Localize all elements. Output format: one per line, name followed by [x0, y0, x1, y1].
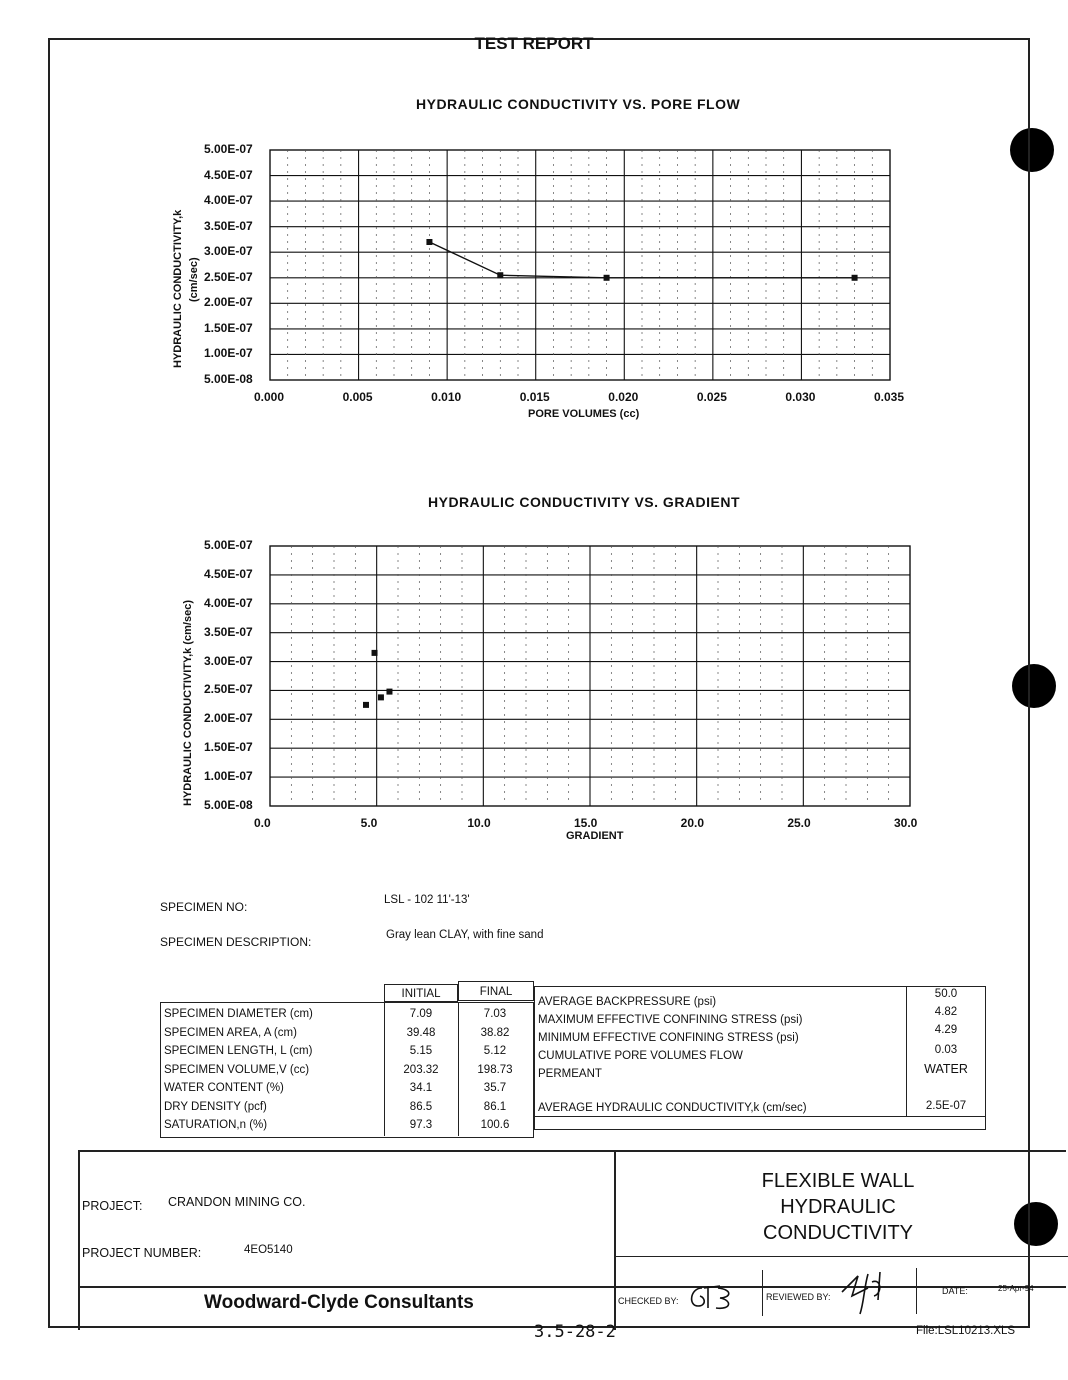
- props-row-label: SPECIMEN VOLUME,V (cc): [164, 1063, 310, 1076]
- chart1-ytick: 1.50E-07: [204, 320, 253, 335]
- props-divider-bottom: [534, 1116, 986, 1117]
- specimen-no-label: SPECIMEN NO:: [160, 900, 248, 914]
- col-initial-label: INITIAL: [401, 988, 441, 1000]
- chart2-ytick: 1.50E-07: [204, 740, 253, 755]
- date-value: 25-Apr-94: [998, 1284, 1034, 1293]
- props-row-final: 35.7: [483, 1082, 507, 1094]
- chart1-ytick: 3.50E-07: [204, 218, 253, 233]
- chart1-ylabel: HYDRAULIC CONDUCTIVITY,k: [172, 209, 184, 368]
- props-right-value: 0.03: [934, 1044, 958, 1056]
- reviewed-by-signature: [838, 1268, 898, 1318]
- props-row-initial: 86.5: [409, 1100, 433, 1113]
- props-row-label: SATURATION,n (%): [164, 1119, 268, 1131]
- chart2-ytick: 3.00E-07: [204, 653, 253, 668]
- chart2-title: HYDRAULIC CONDUCTIVITY VS. GRADIENT: [428, 494, 741, 510]
- chart1-ytick: 4.00E-07: [204, 193, 253, 208]
- props-row-initial: 34.1: [409, 1082, 433, 1094]
- chart1-point: [852, 275, 858, 281]
- chart1-ytick: 2.50E-07: [204, 269, 253, 284]
- col-final-label: FINAL: [479, 986, 513, 998]
- report-title-line3: CONDUCTIVITY: [763, 1222, 913, 1244]
- chart1-xtick: 0.030: [785, 390, 816, 404]
- chart1-border: [270, 150, 890, 380]
- footer-mid-rule: [78, 1286, 1066, 1288]
- chart2-plot: [270, 546, 910, 806]
- chart2-xtick: 10.0: [467, 816, 491, 830]
- props-right-label: MINIMUM EFFECTIVE CONFINING STRESS (psi): [538, 1032, 799, 1044]
- props-row-initial: 7.09: [409, 1008, 433, 1020]
- props-row-label: SPECIMEN LENGTH, L (cm): [164, 1045, 313, 1057]
- props-row-final: 198.73: [477, 1063, 513, 1076]
- specimen-desc-label: SPECIMEN DESCRIPTION:: [160, 935, 312, 949]
- footer-center-divider: [614, 1150, 616, 1330]
- report-title-line2: HYDRAULIC: [780, 1196, 896, 1218]
- chart1-ytick: 4.50E-07: [204, 167, 253, 182]
- chart1-xtick: 0.020: [608, 390, 639, 404]
- props-right-value: WATER: [924, 1062, 968, 1076]
- reviewed-by-label: REVIEWED BY:: [766, 1292, 831, 1302]
- chart2-ylabel: HYDRAULIC CONDUCTIVITY,k (cm/sec): [182, 600, 194, 806]
- checked-by-label: CHECKED BY:: [618, 1296, 679, 1306]
- props-row-label: WATER CONTENT (%): [164, 1082, 284, 1094]
- chart2-xtick: 30.0: [894, 816, 918, 830]
- footer-left-border: [78, 1150, 80, 1330]
- report-title-line1: FLEXIBLE WALL: [761, 1170, 915, 1192]
- specimen-desc-value: Gray lean CLAY, with fine sand: [386, 929, 544, 941]
- chart1-ytick: 3.00E-07: [204, 244, 253, 259]
- chart1-ytick: 5.00E-08: [204, 372, 253, 386]
- chart2-ytick: 4.50E-07: [204, 566, 253, 581]
- chart2-ytick: 3.50E-07: [204, 624, 253, 639]
- chart1-xlabel: PORE VOLUMES (cc): [528, 408, 640, 420]
- footer-right-rule: [614, 1256, 1068, 1257]
- chart1-point: [497, 272, 503, 278]
- props-row-initial: 97.3: [409, 1119, 433, 1131]
- date-label: DATE:: [942, 1286, 968, 1296]
- chart1-ytick: 1.00E-07: [204, 346, 253, 361]
- chart2-xtick: 25.0: [787, 816, 811, 830]
- report-title: [730, 1168, 946, 1246]
- chart1-point: [426, 239, 432, 245]
- props-right-label: AVERAGE BACKPRESSURE (psi): [538, 996, 717, 1008]
- specimen-no-value: LSL - 102 11'-13': [384, 894, 470, 906]
- props-row-label: SPECIMEN AREA, A (cm): [164, 1026, 297, 1039]
- props-row-label: SPECIMEN DIAMETER (cm): [164, 1008, 313, 1020]
- chart2-point: [363, 702, 369, 708]
- chart1-xtick: 0.010: [431, 390, 462, 404]
- chart1-plot: [270, 150, 890, 380]
- props-right-label: PERMEANT: [538, 1068, 602, 1080]
- chart1-ytick: 5.00E-07: [204, 142, 253, 156]
- chart2-xlabel: GRADIENT: [566, 830, 624, 842]
- props-right-value: 50.0: [934, 988, 958, 1000]
- footer-sig-divider-2: [916, 1268, 917, 1314]
- page-title: TEST REPORT: [474, 34, 594, 53]
- chart1-series-line: [429, 242, 854, 278]
- project-number-value: 4EO5140: [244, 1244, 293, 1256]
- chart1-xtick: 0.005: [342, 390, 373, 404]
- chart1-xtick: 0.025: [696, 390, 727, 404]
- chart2-ytick: 2.00E-07: [204, 711, 253, 726]
- props-row-initial: 5.15: [409, 1045, 433, 1057]
- chart2-point: [378, 694, 384, 700]
- page-number: 3.5-28-2: [534, 1322, 616, 1342]
- col-header-final: [458, 981, 534, 1001]
- props-row-initial: 203.32: [403, 1063, 439, 1076]
- props-row-label: DRY DENSITY (pcf): [164, 1100, 267, 1113]
- chart2-ytick: 2.50E-07: [204, 682, 253, 697]
- chart2-ytick: 1.00E-07: [204, 769, 253, 784]
- chart2-point: [372, 650, 378, 656]
- props-row-final: 5.12: [483, 1045, 507, 1057]
- chart2-xtick: 15.0: [574, 816, 598, 830]
- chart2-point: [386, 689, 392, 695]
- chart1-ylabel-units: (cm/sec): [188, 257, 200, 302]
- company-name: Woodward-Clyde Consultants: [204, 1292, 474, 1313]
- checked-by-signature: [684, 1282, 744, 1312]
- footer-sig-divider-1: [762, 1270, 763, 1316]
- chart2-ytick: 5.00E-07: [204, 538, 253, 552]
- props-right-label: MAXIMUM EFFECTIVE CONFINING STRESS (psi): [538, 1014, 803, 1026]
- props-row-final: 100.6: [480, 1119, 510, 1131]
- chart2-ytick: 5.00E-08: [204, 798, 253, 812]
- props-row-final: 86.1: [483, 1100, 507, 1113]
- project-number-label: PROJECT NUMBER:: [82, 1246, 202, 1260]
- project-value: CRANDON MINING CO.: [168, 1195, 306, 1209]
- chart2-xtick: 20.0: [680, 816, 705, 830]
- chart2-grid: [270, 546, 910, 806]
- props-right-value: 4.29: [934, 1024, 958, 1036]
- props-right-label: AVERAGE HYDRAULIC CONDUCTIVITY,k (cm/sec): [538, 1102, 807, 1114]
- props-row-final: 7.03: [483, 1008, 507, 1020]
- chart1-xtick: 0.035: [874, 390, 905, 404]
- chart1-title: HYDRAULIC CONDUCTIVITY VS. PORE FLOW: [416, 96, 741, 112]
- col-header-initial: [384, 984, 458, 1002]
- chart2-ytick: 4.00E-07: [204, 595, 253, 610]
- chart2-xtick: 0.0: [254, 816, 271, 830]
- props-right-label: CUMULATIVE PORE VOLUMES FLOW: [538, 1050, 743, 1062]
- chart1-xtick: 0.000: [254, 390, 285, 404]
- chart1-ytick: 2.00E-07: [204, 295, 253, 310]
- footer-top-rule: [78, 1150, 1066, 1152]
- chart2-xtick: 5.0: [360, 816, 378, 830]
- project-label: PROJECT:: [82, 1199, 143, 1213]
- chart1-xtick: 0.015: [519, 390, 550, 404]
- props-row-initial: 39.48: [406, 1026, 436, 1039]
- props-right-value: 4.82: [934, 1006, 958, 1018]
- chart1-grid: [270, 150, 890, 380]
- props-right-value: 2.5E-07: [925, 1100, 967, 1112]
- file-name: File:LSL10213.XLS: [916, 1325, 1016, 1337]
- props-row-final: 38.82: [480, 1026, 510, 1039]
- chart1-point: [604, 275, 610, 281]
